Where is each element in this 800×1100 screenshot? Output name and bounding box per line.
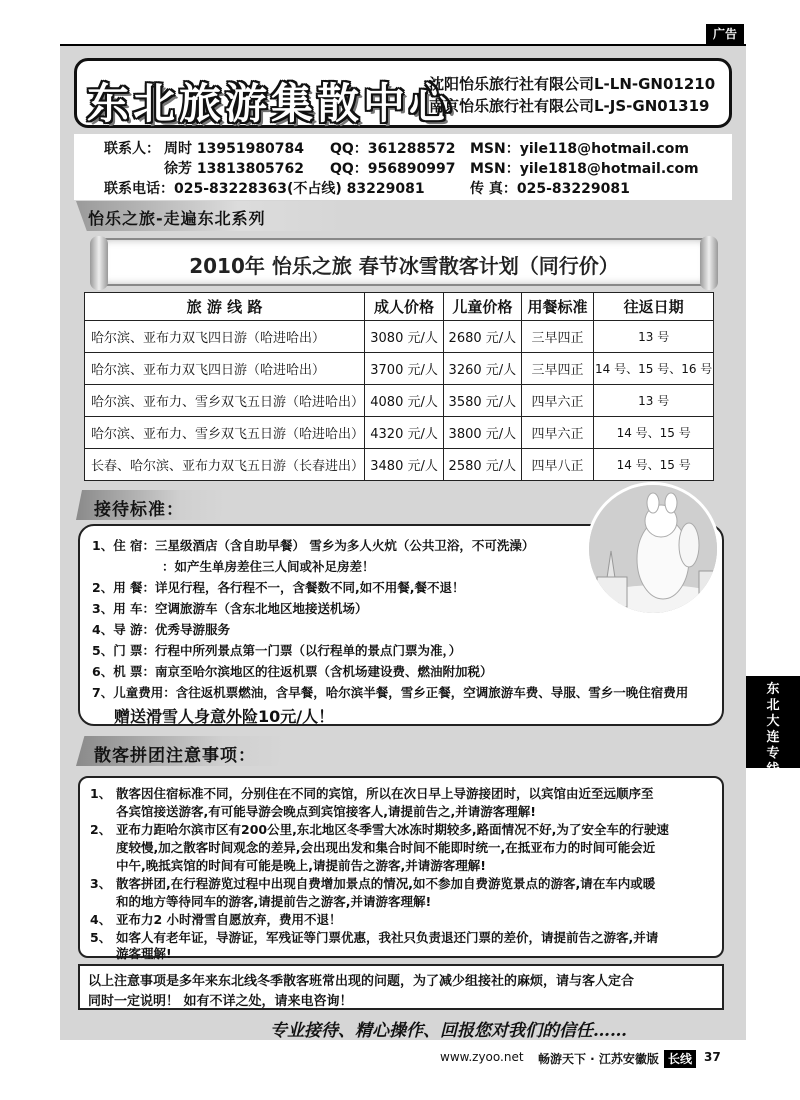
child-price-cell: 3260 元/人 — [444, 353, 522, 385]
plan-title-scroll — [100, 238, 708, 286]
notice-line: 散客拼团,在行程游览过程中出现自费增加景点的情况,如不参加自费游览景点的游客,请在车内或暖 — [116, 876, 656, 891]
standard-line: 2、用 餐：详见行程，各行程不一，含餐数不同,如不用餐,餐不退！ — [92, 580, 465, 595]
notice-line: 各宾馆接送游客,有可能导游会晚点到宾馆接客人,请提前告之,并请游客理解! — [116, 804, 536, 819]
table-row — [85, 353, 714, 385]
standard-line: ：如产生单房差住三人间或补足房差！ — [162, 559, 375, 574]
contact-person-2: 徐芳 13813805762 — [164, 161, 305, 177]
child-price-cell: 3800 元/人 — [444, 417, 522, 449]
company-license-1: 沈阳怡乐旅行社有限公司L-LN-GN01210 — [429, 75, 716, 93]
notice-box — [78, 776, 724, 961]
contact-qq-1: QQ：361288572 — [330, 141, 456, 157]
adult-price-cell: 3080 元/人 — [365, 321, 444, 353]
child-price-cell: 2580 元/人 — [444, 449, 522, 481]
series-title: 怡乐之旅-走遍东北系列 — [88, 209, 266, 228]
adult-price-cell: 3700 元/人 — [365, 353, 444, 385]
dates-cell: 14 号、15 号 — [594, 449, 714, 481]
standard-line: 5、门 票：行程中所列景点第一门票（以行程单的景点门票为准，） — [92, 643, 462, 658]
route-cell: 哈尔滨、亚布力双飞四日游（哈进哈出） — [85, 321, 365, 353]
route-cell: 哈尔滨、亚布力双飞四日游（哈进哈出） — [85, 353, 365, 385]
final-note-box — [78, 964, 724, 1010]
notice-number: 1、 — [90, 786, 112, 801]
dates-cell: 13 号 — [594, 321, 714, 353]
insurance-gift: 赠送滑雪人身意外险10元/人！ — [114, 707, 335, 726]
table-row — [85, 321, 714, 353]
contact-msn-1: MSN：yile118@hotmail.com — [470, 141, 689, 157]
notice-line: 散客因住宿标准不同，分别住在不同的宾馆，所以在次日早上导游接团时，以宾馆由近至远顺序至 — [116, 786, 654, 801]
child-price-cell: 3580 元/人 — [444, 385, 522, 417]
meals-cell: 四早六正 — [521, 417, 594, 449]
contact-block — [74, 134, 732, 200]
notice-number: 5、 — [90, 930, 112, 945]
side-section-tab — [746, 676, 800, 777]
snow-sculpture-image — [589, 485, 720, 616]
header-route: 旅 游 线 路 — [85, 293, 365, 321]
dates-cell: 14 号、15 号 — [594, 417, 714, 449]
standard-line: 4、导 游：优秀导游服务 — [92, 622, 231, 637]
table-row — [85, 385, 714, 417]
meals-cell: 三早四正 — [521, 321, 594, 353]
standard-line: 6、机 票：南京至哈尔滨地区的往返机票（含机场建设费、燃油附加税） — [92, 664, 493, 679]
tour-price-table — [84, 292, 714, 481]
notice-line: 亚布力距哈尔滨市区有200公里,东北地区冬季雪大冰冻时期较多,路面情况不好,为了安全车的行驶速 — [116, 822, 669, 837]
adult-price-cell: 4320 元/人 — [365, 417, 444, 449]
standard-line: 1、住 宿：三星级酒店（含自助早餐） 雪乡为多人火炕（公共卫浴，不可洗澡） — [92, 538, 535, 553]
footer-magazine: 畅游天下 · 江苏安徽版 — [538, 1052, 659, 1066]
table-row — [85, 449, 714, 481]
notice-line: 度较慢,加之散客时间观念的差异,会出现出发和集合时间不能即时统一,在抵亚布力的时间可能会近 — [116, 840, 656, 855]
contact-phone: 联系电话：025-83228363(不占线) 83229081 — [104, 181, 425, 197]
header-adult-price: 成人价格 — [365, 293, 444, 321]
standard-line: 3、用 车：空调旅游车（含东北地区地接送机场） — [92, 601, 368, 616]
standards-title: 接待标准： — [94, 500, 184, 520]
footer-page-number: 37 — [704, 1050, 721, 1064]
final-note-line-1: 以上注意事项是多年来东北线冬季散客班常出现的问题，为了减少组接社的麻烦，请与客人定合 — [88, 974, 635, 989]
dates-cell: 14 号、15 号、16 号 — [594, 353, 714, 385]
slogan: 专业接待、精心操作、回报您对我们的信任…… — [270, 1021, 627, 1041]
dates-cell: 13 号 — [594, 385, 714, 417]
notice-line: 游客理解! — [116, 946, 172, 961]
footer-section: 长线 — [664, 1050, 696, 1068]
adult-price-cell: 4080 元/人 — [365, 385, 444, 417]
meals-cell: 四早八正 — [521, 449, 594, 481]
adult-price-cell: 3480 元/人 — [365, 449, 444, 481]
notice-line: 如客人有老年证，导游证，军残证等门票优惠，我社只负责退还门票的差价，请提前告之游客,并请 — [116, 930, 659, 945]
route-cell: 长春、哈尔滨、亚布力双飞五日游（长春进出） — [85, 449, 365, 481]
route-cell: 哈尔滨、亚布力、雪乡双飞五日游（哈进哈出） — [85, 385, 365, 417]
main-title: 东北旅游集散中心 — [87, 79, 456, 128]
footer-url[interactable]: www.zyoo.net — [440, 1050, 524, 1064]
contact-person-1: 周时 13951980784 — [164, 141, 305, 157]
contact-msn-2: MSN：yile1818@hotmail.com — [470, 161, 699, 177]
notice-line: 中午,晚抵宾馆的时间有可能是晚上,请提前告之游客,并请游客理解! — [116, 858, 486, 873]
header-box — [74, 58, 732, 128]
header-dates: 往返日期 — [594, 293, 714, 321]
standard-line: 7、儿童费用：含往返机票燃油，含早餐，哈尔滨半餐，雪乡正餐，空调旅游车费、导服、雪乡一晚住宿费用 — [92, 685, 689, 700]
plan-title: 2010年 怡乐之旅 春节冰雪散客计划（同行价） — [189, 254, 619, 278]
contact-person-label: 联系人： — [104, 141, 160, 157]
contact-fax: 传 真：025-83229081 — [470, 181, 630, 197]
table-row — [85, 417, 714, 449]
ad-tag: 广告 — [706, 24, 744, 44]
notice-number: 2、 — [90, 822, 112, 837]
notice-number: 4、 — [90, 912, 112, 927]
header-child-price: 儿童价格 — [444, 293, 522, 321]
notice-number: 3、 — [90, 876, 112, 891]
final-note-line-2: 同时一定说明！ 如有不详之处，请来电咨询！ — [88, 994, 353, 1009]
child-price-cell: 2680 元/人 — [444, 321, 522, 353]
snow-sculpture-photo — [586, 482, 720, 616]
company-license-2: 南京怡乐旅行社有限公司L-JS-GN01319 — [429, 97, 710, 115]
notice-line: 亚布力2 小时滑雪自愿放弃，费用不退！ — [116, 912, 342, 927]
side-tab-label: 东北大连专线 — [766, 682, 780, 777]
notice-line: 和的地方等待同车的游客,请提前告之游客,并请游客理解! — [116, 894, 432, 909]
header-meals: 用餐标准 — [521, 293, 594, 321]
table-header-row — [85, 293, 714, 321]
route-cell: 哈尔滨、亚布力、雪乡双飞五日游（哈进哈出） — [85, 417, 365, 449]
ad-page — [60, 46, 746, 1040]
meals-cell: 三早四正 — [521, 353, 594, 385]
notice-title: 散客拼团注意事项： — [94, 746, 256, 766]
contact-qq-2: QQ：956890997 — [330, 161, 456, 177]
meals-cell: 四早六正 — [521, 385, 594, 417]
